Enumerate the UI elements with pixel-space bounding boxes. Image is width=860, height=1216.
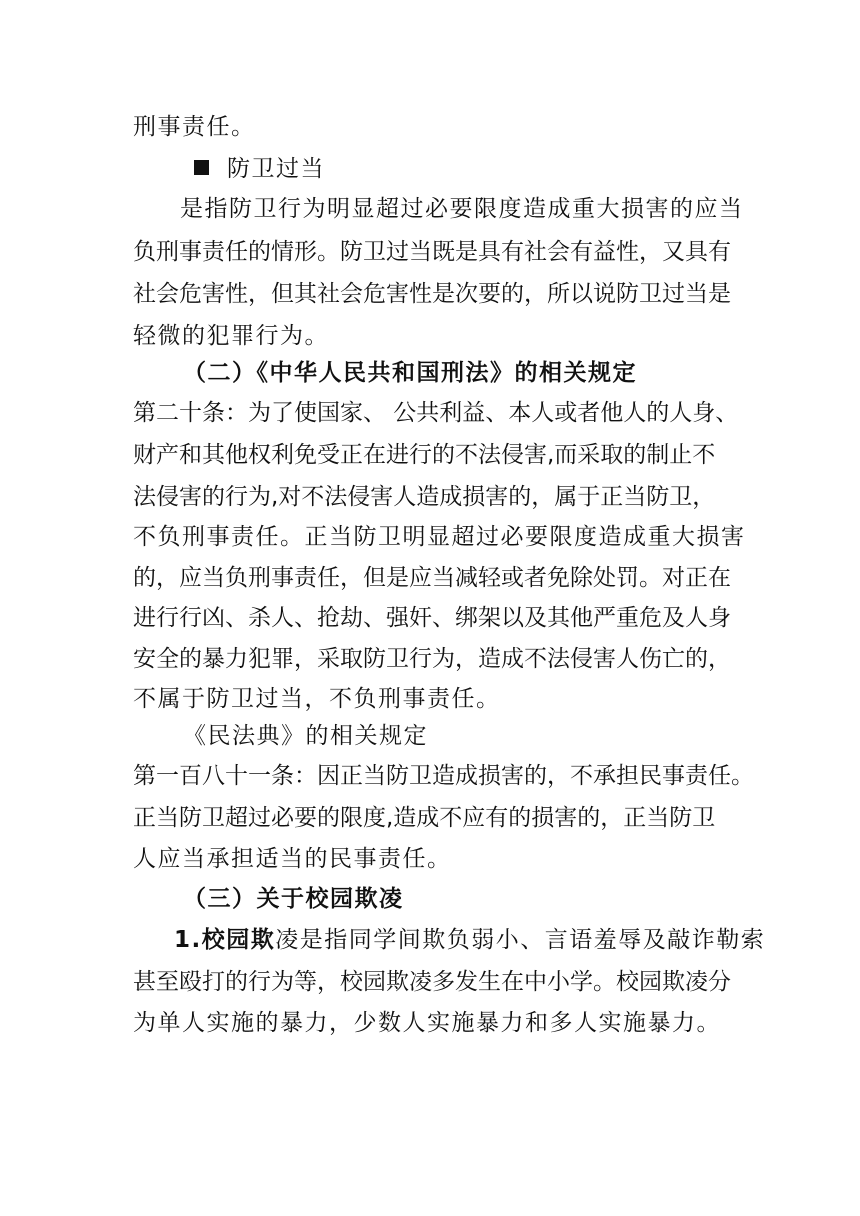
bullet-heading-excessive-defense: [194, 154, 325, 184]
section-heading-school-bullying: （三）关于校园欺凌: [183, 886, 404, 912]
text-line-4: 负刑事责任的情形。防卫过当既是具有社会有益性，又具有: [133, 239, 731, 265]
section-heading-criminal-law: （二）《中华人民共和国刑法》的相关规定: [183, 360, 637, 386]
text-line-8: 第二十条：为了使国家、 公共利益、本人或者他人的人身、: [133, 400, 739, 426]
text-line-1: 刑事责任。: [133, 114, 256, 140]
item-1-text: 是指同学间欺负弱小、言语羞辱及敲诈勒索: [299, 927, 766, 953]
item-1-label-tail: 凌: [275, 927, 300, 953]
text-line-11: 不负刑事责任。正当防卫明显超过必要限度造成重大损害: [133, 524, 746, 550]
section-heading-civil-code: 《民法典》的相关规定: [183, 723, 428, 749]
text-line-17: 第一百八十一条：因正当防卫造成损害的，不承担民事责任。: [133, 763, 754, 789]
text-line-23: 为单人实施的暴力，少数人实施暴力和多人实施暴力。: [133, 1010, 721, 1036]
square-bullet-icon: [194, 160, 209, 175]
text-line-14: 安全的暴力犯罪，采取防卫行为，造成不法侵害人伤亡的，: [133, 646, 731, 672]
item-1-line: [174, 925, 765, 955]
text-line-12: 的，应当负刑事责任，但是应当减轻或者免除处罚。对正在: [133, 565, 731, 591]
text-line-3: 是指防卫行为明显超过必要限度造成重大损害的应当: [180, 196, 744, 222]
text-line-22: 甚至殴打的行为等，校园欺凌多发生在中小学。校园欺凌分: [133, 969, 731, 995]
bullet-heading-text: 防卫过当: [227, 156, 325, 182]
text-line-19: 人应当承担适当的民事责任。: [133, 846, 452, 872]
text-line-10: 法侵害的行为,对不法侵害人造成损害的，属于正当防卫，: [133, 484, 716, 510]
text-line-9: 财产和其他权利免受正在进行的不法侵害,而采取的制止不: [133, 442, 716, 468]
text-line-6: 轻微的犯罪行为。: [133, 323, 329, 349]
text-line-5: 社会危害性，但其社会危害性是次要的，所以说防卫过当是: [133, 281, 731, 307]
item-1-label: 1.校园欺: [174, 927, 276, 953]
text-line-13: 进行行凶、杀人、抢劫、强奸、绑架以及其他严重危及人身: [133, 605, 731, 631]
text-line-15: 不属于防卫过当，不负刑事责任。: [133, 686, 501, 712]
text-line-18: 正当防卫超过必要的限度,造成不应有的损害的，正当防卫: [133, 805, 716, 831]
